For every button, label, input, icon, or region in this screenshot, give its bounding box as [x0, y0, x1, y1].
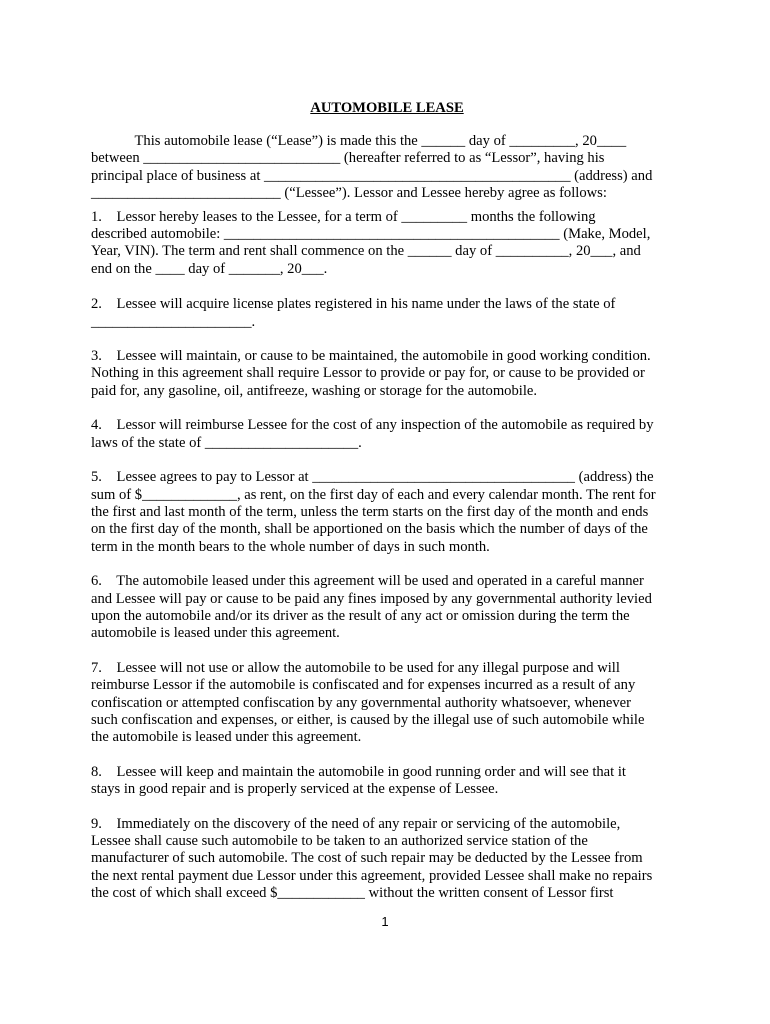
clause-2: [91, 296, 683, 331]
clause-line: 8. Lessee will keep and maintain the automobile in good running order and will see that it: [91, 763, 626, 780]
clause-line: sum of $_____________, as rent, on the first day of each and every calendar month. The rent for: [91, 486, 656, 503]
clause-line: automobile is leased under this agreement.: [91, 625, 340, 642]
clause-5: [91, 469, 683, 556]
clause-line: paid for, any gasoline, oil, antifreeze, washing or storage for the automobile.: [91, 382, 537, 399]
clause-line: the first and last month of the term, unless the term starts on the first day of the month and ends: [91, 503, 649, 520]
clause-9: [91, 816, 683, 903]
page-number: 1: [381, 914, 389, 929]
clause-line: Year, VIN). The term and rent shall commence on the ______ day of __________, 20___, and: [91, 243, 641, 260]
clause-line: 9. Immediately on the discovery of the need of any repair or servicing of the automobile,: [91, 815, 621, 832]
clause-line: reimburse Lessor if the automobile is confiscated and for expenses incurred as a result of any: [91, 677, 636, 694]
clause-line: Nothing in this agreement shall require Lessor to provide or pay for, or cause to be provided or: [91, 365, 645, 382]
clause-8: [91, 764, 683, 799]
clause-line: 3. Lessee will maintain, or cause to be maintained, the automobile in good working condition.: [91, 348, 651, 365]
intro-line: __________________________ (“Lessee”). Lessor and Lessee hereby agree as follows:: [91, 185, 607, 202]
clause-line: 7. Lessee will not use or allow the automobile to be used for any illegal purpose and will: [91, 659, 620, 676]
clause-line: ______________________.: [91, 313, 256, 330]
clause-line: upon the automobile and/or its driver as the result of any act or omission during the term the: [91, 607, 630, 624]
intro-line: principal place of business at __________________________________________ (address) and: [91, 167, 653, 184]
clause-4: [91, 417, 683, 452]
clause-line: manufacturer of such automobile. The cost of such repair may be deducted by the Lessee from: [91, 850, 643, 867]
clause-line: Lessee shall cause such automobile to be taken to an authorized service station of the: [91, 833, 588, 849]
clause-7: [91, 660, 683, 747]
clause-line: end on the ____ day of _______, 20___.: [91, 260, 328, 277]
clause-line: on the first day of the month, shall be apportioned on the basis which the number of days of the: [91, 521, 648, 538]
clause-line: the cost of which shall exceed $____________ without the written consent of Lessor first: [91, 885, 614, 902]
clause-6: [91, 573, 683, 643]
clause-line: 1. Lessor hereby leases to the Lessee, for a term of _________ months the following: [91, 208, 596, 225]
clause-line: the automobile is leased under this agreement.: [91, 729, 362, 746]
intro-line: This automobile lease (“Lease”) is made this the ______ day of _________, 20____: [91, 133, 627, 149]
clause-1: [91, 209, 683, 279]
clause-line: described automobile: ______________________________________________ (Make, Model,: [91, 226, 651, 243]
intro-line: between ___________________________ (hereafter referred to as “Lessor”, having his: [91, 150, 605, 167]
clause-line: 6. The automobile leased under this agreement will be used and operated in a careful manner: [91, 573, 644, 590]
clause-line: confiscation or attempted confiscation by any governmental authority whatsoever, whenever: [91, 694, 632, 711]
clause-line: such confiscation and expenses, or either, is caused by the illegal use of such automobile while: [91, 711, 645, 728]
intro-paragraph: [91, 133, 683, 203]
clause-line: laws of the state of _____________________.: [91, 434, 362, 451]
document-page: [91, 98, 683, 920]
clause-line: 5. Lessee agrees to pay to Lessor at ____________________________________ (address) the: [91, 469, 654, 486]
clause-line: the next rental payment due Lessor under this agreement, provided Lessee shall make no repairs: [91, 867, 653, 884]
clause-line: 2. Lessee will acquire license plates registered in his name under the laws of the state of: [91, 296, 616, 313]
clause-3: [91, 348, 683, 400]
clause-line: and Lessee will pay or cause to be paid any fines imposed by any governmental authority levied: [91, 590, 652, 607]
document-title: AUTOMOBILE LEASE: [310, 100, 464, 116]
clause-line: term in the month bears to the whole number of days in such month.: [91, 538, 490, 555]
clause-line: 4. Lessor will reimburse Lessee for the cost of any inspection of the automobile as required by: [91, 417, 654, 434]
clause-line: stays in good repair and is properly serviced at the expense of Lessee.: [91, 781, 499, 798]
